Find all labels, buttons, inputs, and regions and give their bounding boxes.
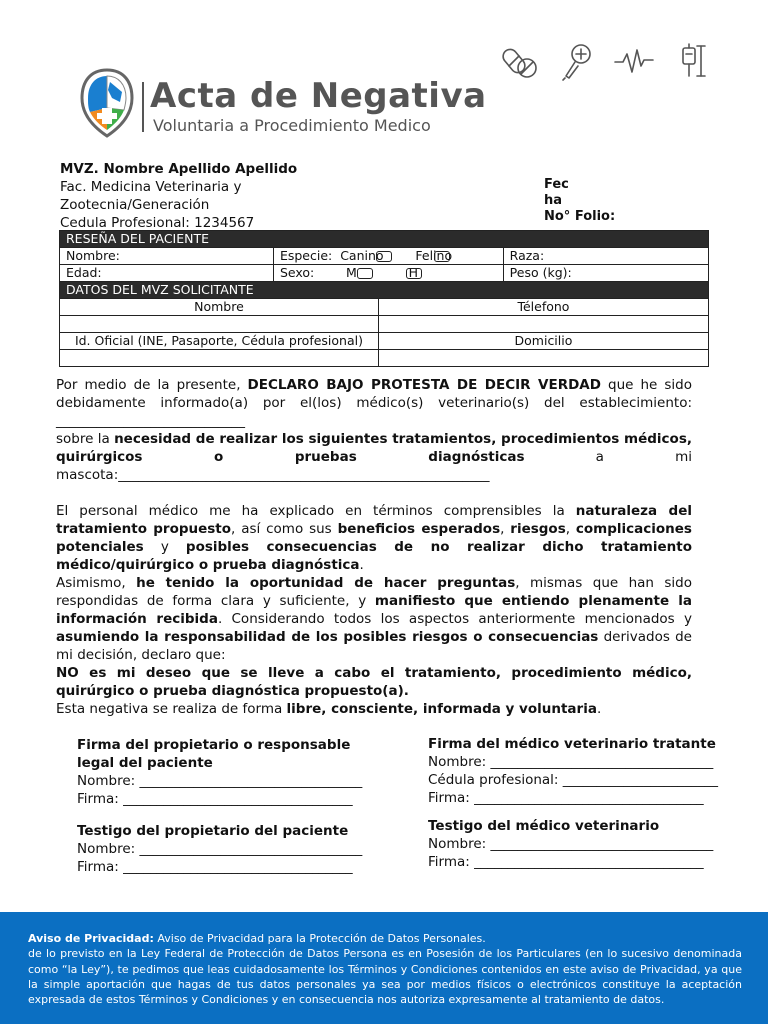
patient-sexo-field bbox=[273, 265, 503, 282]
patient-section-header: RESEÑA DEL PACIENTE bbox=[60, 231, 709, 248]
felino-label: Felino bbox=[415, 248, 453, 263]
owner-witness-heading: Testigo del propietario del paciente bbox=[77, 823, 349, 839]
table-section-header bbox=[60, 231, 709, 248]
raza-label: Raza: bbox=[509, 248, 545, 263]
declaration-paragraph-6: Esta negativa se realiza de forma libre, consciente, informada y voluntaria. bbox=[56, 701, 602, 717]
patient-raza-field[interactable] bbox=[503, 248, 708, 265]
vet-nombre-line[interactable]: Nombre: _________________________________ bbox=[428, 754, 714, 770]
canino-label: Canino bbox=[340, 248, 384, 263]
canino-checkbox[interactable] bbox=[376, 251, 392, 262]
title-divider bbox=[142, 82, 144, 132]
sexo-label: Sexo: bbox=[279, 265, 315, 280]
peso-label: Peso (kg): bbox=[509, 265, 572, 280]
patient-especie-field bbox=[273, 248, 503, 265]
table-row bbox=[60, 299, 709, 316]
folio-label: No° Folio: bbox=[544, 209, 616, 224]
edad-label: Edad: bbox=[66, 265, 102, 280]
owner-firma-line[interactable]: Firma: __________________________________ bbox=[77, 791, 353, 807]
privacy-title: Aviso de Privacidad para la Protección de Datos Personales. bbox=[153, 932, 486, 945]
medical-icons-row bbox=[505, 42, 715, 80]
page-title: Acta de Negativa bbox=[150, 76, 487, 116]
owner-signature-block bbox=[77, 736, 362, 808]
mvz-id-header: Id. Oficial (INE, Pasaporte, Cédula profesional) bbox=[60, 333, 379, 350]
table-row bbox=[60, 248, 709, 265]
owner-nombre-line[interactable]: Nombre: _________________________________ bbox=[77, 773, 363, 789]
sexo-h-label: H bbox=[408, 265, 418, 280]
vet-cedula-line[interactable]: Cédula profesional: _______________________ bbox=[428, 772, 719, 788]
patient-nombre-field[interactable] bbox=[60, 248, 274, 265]
patient-mvz-table bbox=[59, 230, 709, 367]
table-row bbox=[60, 316, 709, 333]
table-row bbox=[60, 265, 709, 282]
patient-peso-field[interactable] bbox=[503, 265, 708, 282]
doctor-info bbox=[60, 160, 390, 231]
declaration-paragraph-5: NO es mi deseo que se lleve a cabo el tratamiento, procedimiento médico, quirúrgico o prueba diagnóstica propuesto(a). bbox=[56, 665, 692, 699]
mvz-section-header: DATOS DEL MVZ SOLICITANTE bbox=[60, 282, 709, 299]
owner-signature-heading-1: Firma del propietario o responsable bbox=[77, 737, 351, 753]
vet-witness-block bbox=[428, 817, 713, 871]
fecha-label-part2: ha bbox=[544, 193, 563, 208]
privacy-label: Aviso de Privacidad: bbox=[28, 932, 154, 945]
mvz-telefono-header: Télefono bbox=[378, 299, 708, 316]
especie-label: Especie: bbox=[279, 248, 333, 263]
owner-signature-heading-2: legal del paciente bbox=[77, 755, 213, 771]
clinic-logo bbox=[80, 68, 134, 138]
table-row bbox=[60, 350, 709, 367]
mvz-domicilio-input[interactable] bbox=[378, 350, 708, 367]
page-subtitle: Voluntaria a Procedimiento Medico bbox=[153, 116, 431, 135]
sexo-m-checkbox[interactable] bbox=[357, 268, 373, 279]
iv-bag-icon bbox=[683, 44, 705, 76]
felino-checkbox[interactable] bbox=[434, 251, 450, 262]
mvz-nombre-header: Nombre bbox=[60, 299, 379, 316]
vet-witness-heading: Testigo del médico veterinario bbox=[428, 818, 660, 834]
declaration-paragraph-1: Por medio de la presente, DECLARO BAJO PROTESTA DE DECIR VERDAD que he sido debidamente informado(a) por el(los) médico(s) veterinario(s) del establecimiento: ____________________________ bbox=[56, 377, 692, 429]
doctor-name: MVZ. Nombre Apellido Apellido bbox=[60, 161, 298, 177]
declaration-paragraph-4: Asimismo, he tenido la oportunidad de hacer preguntas, mismas que han sido respondidas de forma clara y suficiente, y manifiesto que entiendo plenamente la información recibida. Considerando todos los aspectos anteriormente mencionados y asumiendo la responsabilidad de los posibles riesgos o consecuencias derivados de mi decisión, declaro que: bbox=[56, 575, 693, 663]
privacy-notice-text bbox=[28, 931, 742, 1007]
vet-witness-nombre-line[interactable]: Nombre: _________________________________ bbox=[428, 836, 714, 852]
vet-signature-block bbox=[428, 735, 718, 807]
fecha-label-part1: Fec bbox=[544, 177, 569, 192]
pills-icon bbox=[500, 47, 536, 77]
vet-firma-line[interactable]: Firma: __________________________________ bbox=[428, 790, 704, 806]
heartbeat-icon bbox=[615, 50, 653, 72]
date-folio-block bbox=[544, 177, 694, 225]
owner-witness-firma-line[interactable]: Firma: __________________________________ bbox=[77, 859, 353, 875]
vet-witness-firma-line[interactable]: Firma: __________________________________ bbox=[428, 854, 704, 870]
mvz-nombre-input[interactable] bbox=[60, 316, 379, 333]
table-section-header bbox=[60, 282, 709, 299]
privacy-footer bbox=[0, 912, 768, 1024]
patient-edad-field[interactable] bbox=[60, 265, 274, 282]
mvz-domicilio-header: Domicilio bbox=[378, 333, 708, 350]
privacy-body: de lo previsto en la Ley Federal de Protección de Datos Persona es en Posesión de los Particulares (en lo sucesivo denominada como “la Ley”), te pedimos que leas cuidadosamente los Términos y Condiciones contenidos en este aviso de Privacidad, ya que la simple aportación que hagas de tus datos personales ya sea por medios físicos o electrónicos constituye la aceptación expresada de estos Términos y Condiciones y en consecuencia nos autoriza expresamente al tratamiento de datos. bbox=[28, 947, 742, 1007]
patient-nombre-label: Nombre: bbox=[66, 248, 120, 263]
sexo-m-label: M bbox=[346, 265, 357, 280]
mvz-telefono-input[interactable] bbox=[378, 316, 708, 333]
doctor-cedula: Cedula Profesional: 1234567 bbox=[60, 215, 255, 231]
syringe-icon bbox=[563, 45, 590, 80]
table-row bbox=[60, 333, 709, 350]
sexo-h-checkbox[interactable] bbox=[406, 268, 422, 279]
mvz-id-input[interactable] bbox=[60, 350, 379, 367]
declaration-body bbox=[56, 376, 692, 718]
owner-witness-nombre-line[interactable]: Nombre: _________________________________ bbox=[77, 841, 363, 857]
doctor-faculty-line2: Zootecnia/Generación bbox=[60, 197, 210, 213]
owner-witness-block bbox=[77, 822, 362, 876]
declaration-paragraph-3: El personal médico me ha explicado en términos comprensibles la naturaleza del tratamiento propuesto, así como sus beneficios esperados, riesgos, complicaciones potenciales y posibles consecuencias de no realizar dicho tratamiento médico/quirúrgico o prueba diagnóstica. bbox=[56, 503, 692, 573]
declaration-paragraph-2: sobre la necesidad de realizar los siguientes tratamientos, procedimientos médicos, quirúrgicos o pruebas diagnósticas a mi mascota:_______________________________________________________ bbox=[56, 431, 692, 483]
doctor-faculty-line1: Fac. Medicina Veterinaria y bbox=[60, 179, 242, 195]
vet-signature-heading: Firma del médico veterinario tratante bbox=[428, 736, 716, 752]
